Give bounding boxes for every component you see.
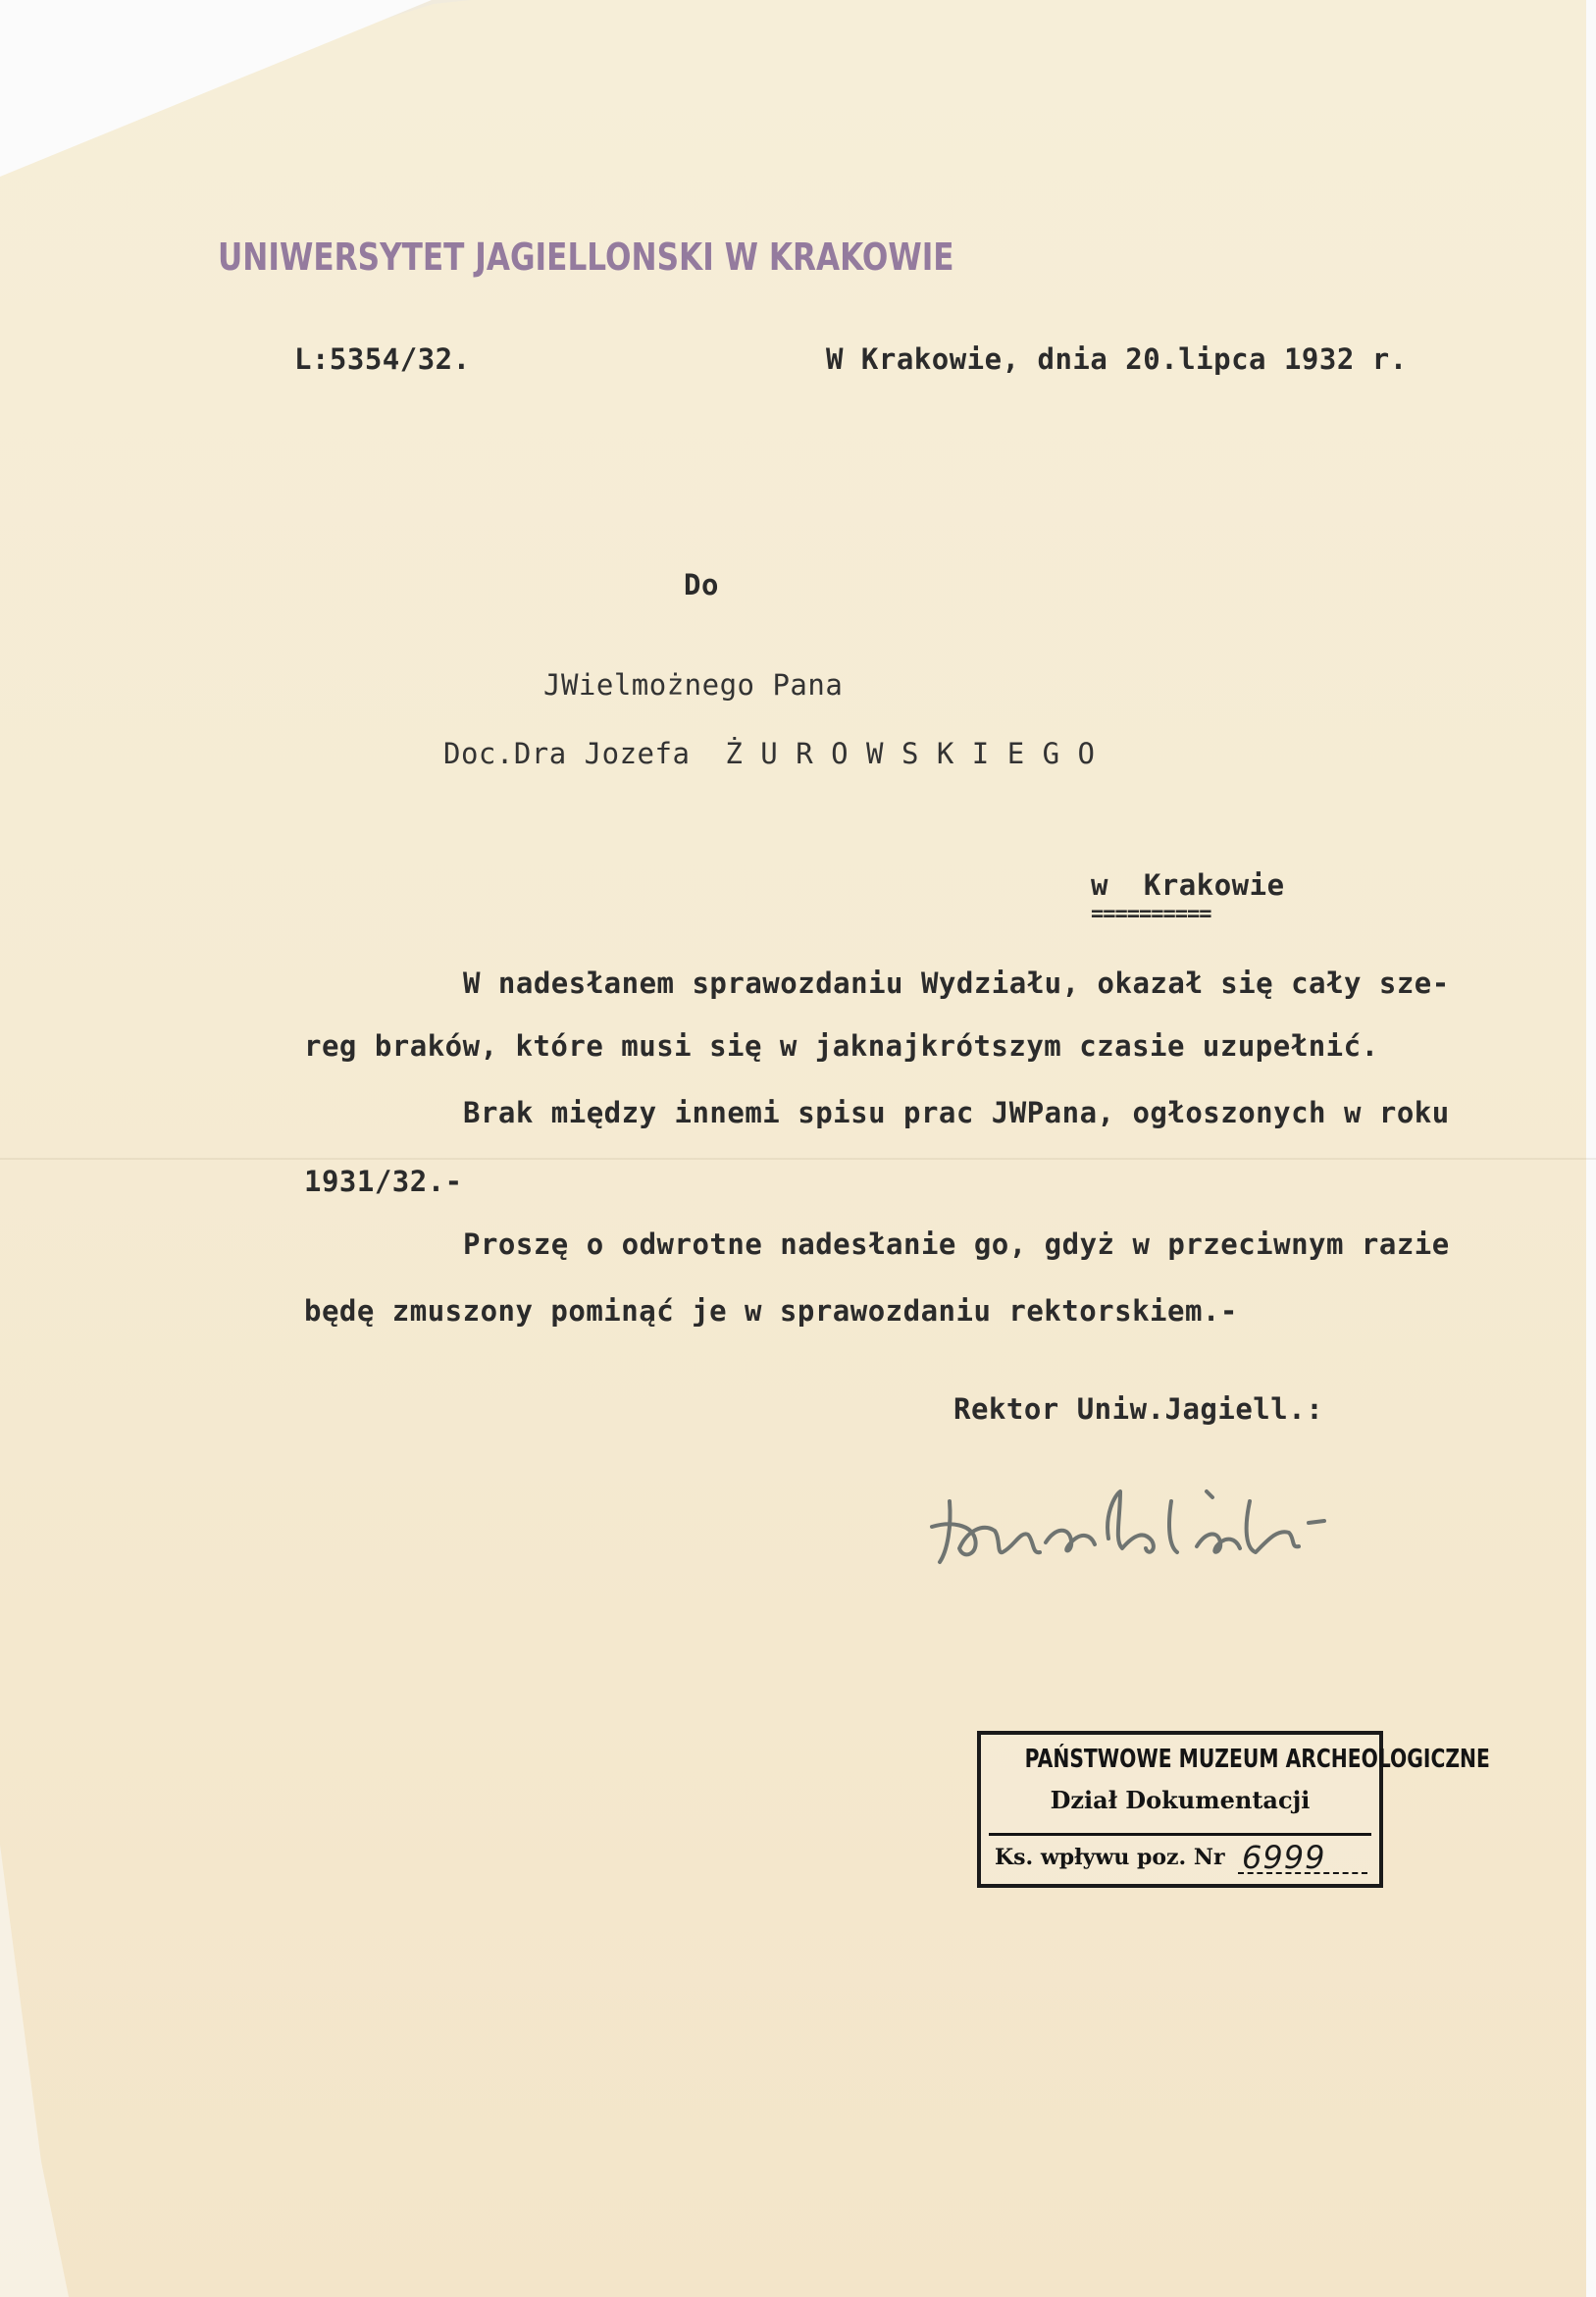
folded-corner (0, 0, 432, 177)
body-line-4: 1931/32.- (304, 1165, 463, 1198)
recipient-name: Doc.Dra Jozefa Ż U R O W S K I E G O (443, 737, 1096, 770)
stamp-department: Dział Dokumentacji (1050, 1786, 1311, 1814)
reference-number: L:5354/32. (294, 342, 471, 376)
paper-fold-line (0, 1158, 1596, 1160)
place-date: W Krakowie, dnia 20.lipca 1932 r. (826, 342, 1408, 376)
museum-registry-stamp (977, 1731, 1490, 1888)
body-line-2: reg braków, które musi się w jaknajkrótszym czasie uzupełnić. (304, 1029, 1379, 1063)
body-line-6: będę zmuszony pominąć je w sprawozdaniu rektorskiem.- (304, 1294, 1238, 1328)
recipient-city: w Krakowie (1091, 868, 1285, 902)
stamp-institution: PAŃSTWOWE MUZEUM ARCHEOLOGICZNE (1024, 1745, 1490, 1774)
recipient-title: JWielmożnego Pana (543, 668, 844, 702)
stamp-entry-number: 6999 (1242, 1839, 1326, 1876)
body-line-3: Brak między innemi spisu prac JWPana, ogłoszonych w roku (463, 1096, 1450, 1129)
university-stamp: UNIWERSYTET JAGIELLONSKI W KRAKOWIE (218, 235, 954, 279)
salutation: Do (684, 568, 719, 601)
stamp-entry-label: Ks. wpływu poz. Nr (995, 1845, 1225, 1870)
body-line-1: W nadesłanem sprawozdaniu Wydziału, okazał się cały sze- (463, 966, 1450, 1000)
body-line-5: Proszę o odwrotne nadesłanie go, gdyż w przeciwnym razie (463, 1227, 1450, 1261)
handwritten-signature (912, 1433, 1422, 1570)
scan-border (1586, 0, 1596, 2297)
stamp-divider (989, 1833, 1371, 1836)
recipient-city-underline: ========== (1091, 902, 1211, 926)
torn-edge (0, 1845, 69, 2297)
signatory-title: Rektor Uniw.Jagiell.: (953, 1392, 1324, 1426)
